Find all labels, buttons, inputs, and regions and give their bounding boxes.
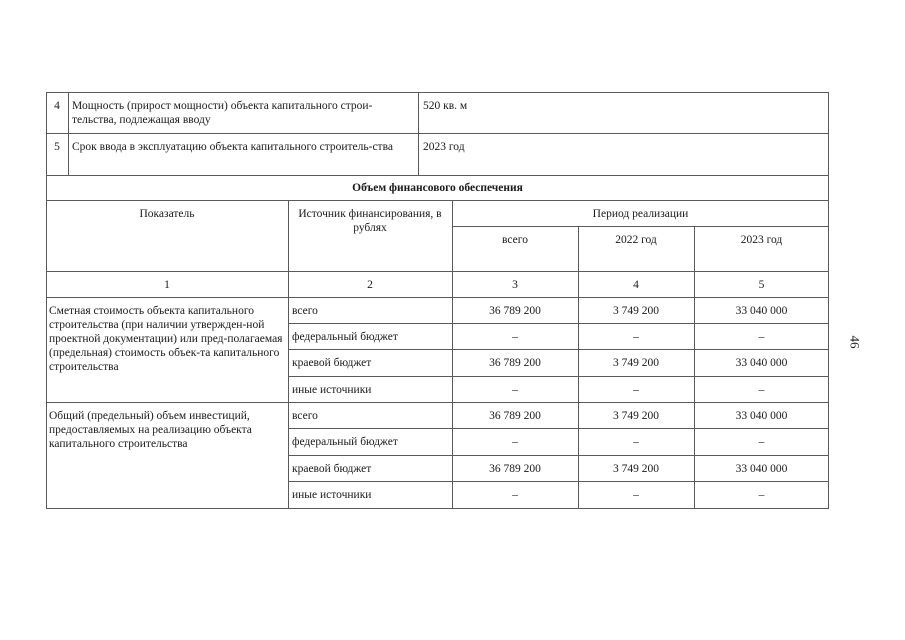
header-2022: 2022 год bbox=[615, 234, 657, 246]
source-cell: иные источники bbox=[292, 384, 372, 396]
value-2022: – bbox=[633, 384, 639, 396]
rule bbox=[46, 402, 829, 403]
value-total: 36 789 200 bbox=[489, 410, 541, 422]
rule bbox=[46, 92, 47, 509]
source-cell: федеральный бюджет bbox=[292, 331, 398, 343]
column-number: 1 bbox=[164, 279, 170, 291]
row-number: 4 bbox=[54, 100, 60, 112]
value-2023: 33 040 000 bbox=[735, 357, 788, 369]
value-2022: – bbox=[633, 331, 639, 343]
header-period: Период реализации bbox=[592, 208, 689, 220]
group-label: Общий (предельный) объем инвестиций, предоставляемых на реализацию объекта капитального строительства bbox=[49, 410, 252, 450]
row-value: 2023 год bbox=[423, 141, 465, 153]
rule bbox=[46, 92, 829, 93]
rule bbox=[288, 428, 829, 429]
rule bbox=[46, 508, 829, 509]
value-2022: 3 749 200 bbox=[613, 410, 659, 422]
value-2023: – bbox=[758, 384, 765, 396]
value-2023: – bbox=[758, 331, 765, 343]
rule bbox=[288, 376, 829, 377]
column-number: 2 bbox=[367, 279, 373, 291]
header-indicator: Показатель bbox=[139, 208, 195, 220]
rule bbox=[46, 200, 829, 201]
value-2022: 3 749 200 bbox=[613, 305, 659, 317]
row-number: 5 bbox=[54, 141, 60, 153]
column-number: 3 bbox=[512, 279, 518, 291]
source-cell: всего bbox=[292, 410, 318, 422]
section-title: Объем финансового обеспечения bbox=[352, 182, 523, 194]
rule bbox=[46, 175, 829, 176]
value-total: 36 789 200 bbox=[489, 305, 541, 317]
rule bbox=[46, 271, 829, 272]
rule bbox=[46, 297, 829, 298]
rule bbox=[288, 323, 829, 324]
rule bbox=[288, 349, 829, 350]
source-cell: федеральный бюджет bbox=[292, 436, 398, 448]
source-cell: краевой бюджет bbox=[292, 357, 372, 369]
value-total: – bbox=[512, 489, 518, 501]
header-total: всего bbox=[502, 234, 528, 246]
rule bbox=[288, 200, 289, 508]
value-2022: – bbox=[633, 436, 639, 448]
value-2022: 3 749 200 bbox=[613, 357, 659, 369]
value-total: – bbox=[512, 384, 518, 396]
page-number: 46 bbox=[847, 335, 863, 349]
value-total: 36 789 200 bbox=[489, 357, 541, 369]
rule bbox=[452, 226, 829, 227]
column-number: 4 bbox=[633, 279, 639, 291]
value-2023: – bbox=[758, 489, 765, 501]
source-cell: краевой бюджет bbox=[292, 463, 372, 475]
group-label: Сметная стоимость объекта капитального строительства (при наличии утвержден-ной проектной документации) или пред-полагаемая (предельная) стоимость объек-та капитального строительства bbox=[49, 305, 283, 373]
value-2023: – bbox=[758, 436, 765, 448]
source-cell: иные источники bbox=[292, 489, 372, 501]
value-total: – bbox=[512, 436, 518, 448]
rule bbox=[46, 133, 829, 134]
value-2022: 3 749 200 bbox=[613, 463, 659, 475]
value-total: 36 789 200 bbox=[489, 463, 541, 475]
row-label: Мощность (прирост мощности) объекта капитального строи-тельства, подлежащая вводу bbox=[72, 100, 373, 126]
value-2023: 33 040 000 bbox=[735, 410, 788, 422]
header-2023: 2023 год bbox=[740, 234, 783, 246]
column-number: 5 bbox=[758, 279, 765, 291]
value-2022: – bbox=[633, 489, 639, 501]
value-2023: 33 040 000 bbox=[735, 305, 788, 317]
rule bbox=[68, 92, 69, 175]
rule bbox=[418, 92, 419, 175]
row-label: Срок ввода в эксплуатацию объекта капитального строитель-ства bbox=[72, 141, 393, 153]
source-cell: всего bbox=[292, 305, 318, 317]
rule bbox=[288, 481, 829, 482]
rule bbox=[288, 455, 829, 456]
row-value: 520 кв. м bbox=[423, 100, 468, 112]
value-total: – bbox=[512, 331, 518, 343]
header-source: Источник финансирования, в рублях bbox=[298, 208, 442, 234]
value-2023: 33 040 000 bbox=[735, 463, 788, 475]
